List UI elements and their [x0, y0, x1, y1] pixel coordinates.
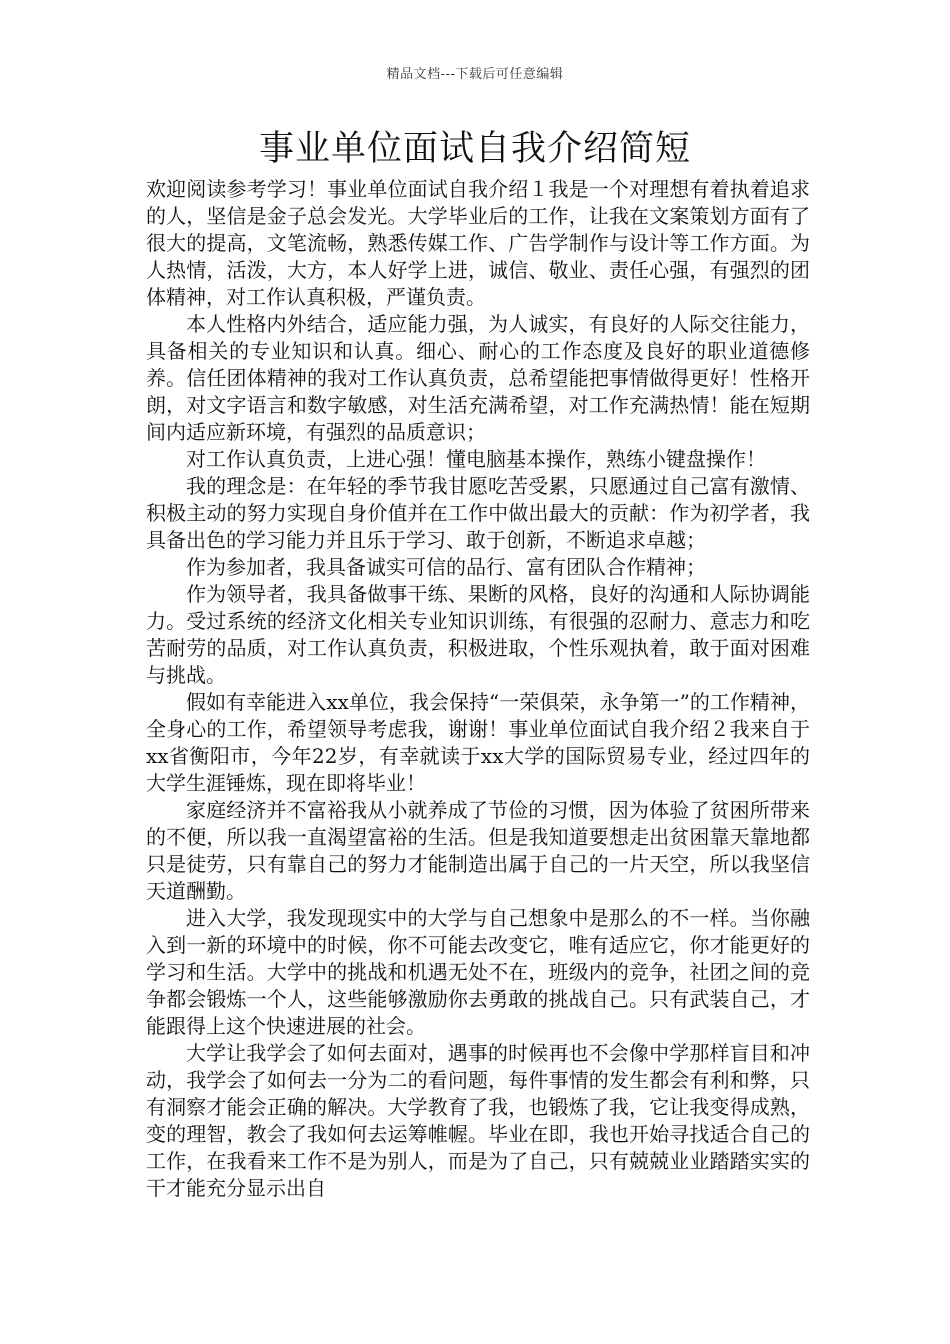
paragraph: 作为领导者，我具备做事干练、果断的风格，良好的沟通和人际协调能力。受过系统的经济文化相关专业知识训练，有很强的忍耐力、意志力和吃苦耐劳的品质，对工作认真负责，积极进取，个性乐观执着，敢于面对困难与挑战。 [146, 582, 810, 687]
paragraph: 本人性格内外结合，适应能力强，为人诚实，有良好的人际交往能力，具备相关的专业知识和认真。细心、耐心的工作态度及良好的职业道德修养。信任团体精神的我对工作认真负责，总希望能把事情做得更好！性格开朗，对文字语言和数字敏感，对生活充满希望，对工作充满热情！能在短期间内适应新环境，有强烈的品质意识； [146, 312, 810, 444]
paragraph: 大学让我学会了如何去面对，遇事的时候再也不会像中学那样盲目和冲动，我学会了如何去一分为二的看问题，每件事情的发生都会有利和弊，只有洞察才能会正确的解决。大学教育了我，也锻炼了我，它让我变得成熟，变的理智，教会了我如何去运筹帷幄。毕业在即，我也开始寻找适合自己的工作，在我看来工作不是为别人，而是为了自己，只有兢兢业业踏踏实实的干才能充分显示出自 [146, 1041, 810, 1200]
paragraph: 欢迎阅读参考学习！事业单位面试自我介绍１我是一个对理想有着执着追求的人，坚信是金子总会发光。大学毕业后的工作，让我在文案策划方面有了很大的提高，文笔流畅，熟悉传媒工作、广告学制作与设计等工作方面。为人热情，活泼，大方，本人好学上进，诚信、敬业、责任心强，有强烈的团体精神，对工作认真积极，严谨负责。 [146, 177, 810, 309]
paragraph: 我的理念是：在年轻的季节我甘愿吃苦受累，只愿通过自己富有激情、积极主动的努力实现自身价值并在工作中做出最大的贡献：作为初学者，我具备出色的学习能力并且乐于学习、敢于创新，不断追求卓越； [146, 474, 810, 552]
paragraph: 进入大学，我发现现实中的大学与自己想象中是那么的不一样。当你融入到一新的环境中的时候，你不可能去改变它，唯有适应它，你才能更好的学习和生活。大学中的挑战和机遇无处不在，班级内的竞争，社团之间的竞争都会锻炼一个人，这些能够激励你去勇敢的挑战自己。只有武装自己，才能跟得上这个快速进展的社会。 [146, 906, 810, 1038]
paragraph: 对工作认真负责，上进心强！懂电脑基本操作，熟练小键盘操作！ [186, 447, 766, 471]
paragraph: 假如有幸能进入xx单位，我会保持“一荣俱荣，永争第一”的工作精神，全身心的工作，希望领导考虑我，谢谢！事业单位面试自我介绍２我来自于xx省衡阳市，今年22岁，有幸就读于xx大学的国际贸易专业，经过四年的大学生涯锤炼，现在即将毕业！ [146, 690, 810, 795]
document-title: 事业单位面试自我介绍简短 [258, 129, 691, 169]
header-note: 精品文档---下载后可任意编辑 [386, 67, 564, 82]
document-body [146, 176, 810, 1202]
paragraph: 家庭经济并不富裕我从小就养成了节俭的习惯，因为体验了贫困所带来的不便，所以我一直渴望富裕的生活。但是我知道要想走出贫困靠天靠地都只是徒劳，只有靠自己的努力才能制造出属于自己的一片天空，所以我坚信天道酬勤。 [146, 798, 810, 903]
paragraph: 作为参加者，我具备诚实可信的品行、富有团队合作精神； [186, 555, 706, 579]
